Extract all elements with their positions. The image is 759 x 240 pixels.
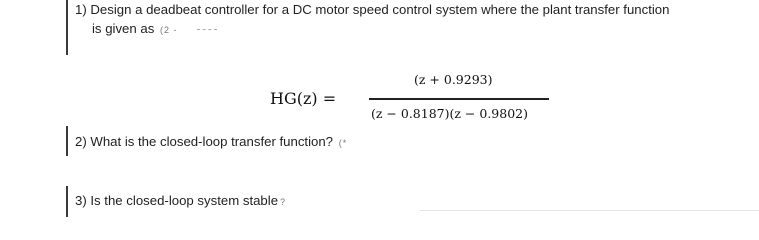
question-3 <box>75 192 286 211</box>
divider <box>420 210 759 211</box>
question-2-marker <box>66 126 68 156</box>
fraction-bar <box>369 98 549 100</box>
question-1-fragment: (2 - <box>159 25 178 35</box>
question-2-text: 2) What is the closed-loop transfer function? <box>75 134 334 149</box>
faint-dashes <box>197 29 217 31</box>
question-1-line-2 <box>92 20 217 39</box>
question-1-line-1: 1) Design a deadbeat controller for a DC motor speed control system where the plant transfer function <box>75 2 670 17</box>
question-1-line-2-text: is given as <box>92 21 155 36</box>
question-1-marker <box>66 0 68 55</box>
question-3-marker <box>66 186 68 217</box>
equation-numerator: (z + 0.9293) <box>414 72 493 87</box>
question-2-fragment: (* <box>338 138 348 148</box>
question-2 <box>75 133 347 152</box>
equation-lhs: HG(z) = <box>270 89 337 108</box>
equation-denominator: (z − 0.8187)(z − 0.9802) <box>371 106 528 121</box>
question-3-text: 3) Is the closed-loop system stable <box>75 193 279 208</box>
question-3-fragment: ? <box>280 197 287 207</box>
